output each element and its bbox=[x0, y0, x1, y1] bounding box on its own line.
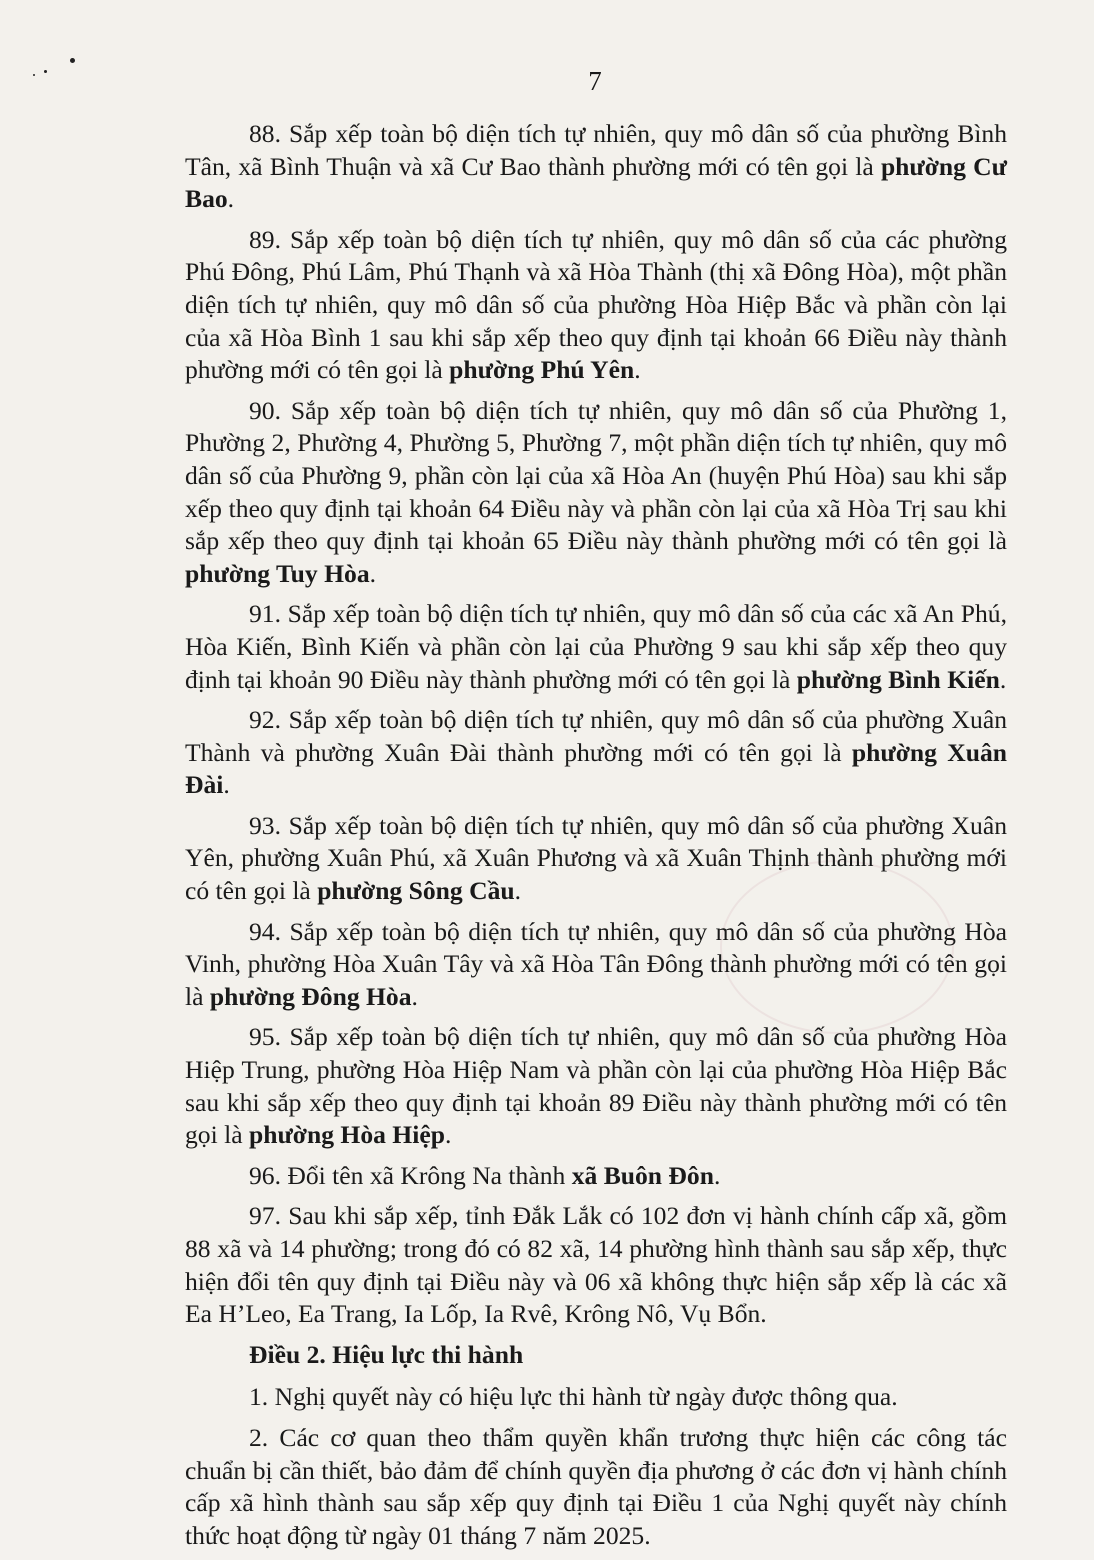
scan-speck bbox=[70, 58, 75, 63]
clause-89: 89. Sắp xếp toàn bộ diện tích tự nhiên, quy mô dân số của các phường Phú Đông, Phú Lâm, Phú Thạnh và xã Hòa Thành (thị xã Đông Hòa), một phần diện tích tự nhiên, quy mô dân số của phường Hòa Hiệp Bắc và phần còn lại của xã Hòa Bình 1 sau khi sắp xếp theo quy định tại khoản 66 Điều này thành phường mới có tên gọi là phường Phú Yên. bbox=[185, 224, 1007, 385]
clause-90: 90. Sắp xếp toàn bộ diện tích tự nhiên, quy mô dân số của Phường 1, Phường 2, Phường 4, Phường 5, Phường 7, một phần diện tích tự nhiên, quy mô dân số của Phường 9, phần còn lại của xã Hòa An (huyện Phú Hòa) sau khi sắp xếp theo quy định tại khoản 64 Điều này và phần còn lại của xã Hòa Trị sau khi sắp xếp theo quy định tại khoản 65 Điều này thành phường mới có tên gọi là phường Tuy Hòa. bbox=[185, 395, 1007, 588]
clause-91: 91. Sắp xếp toàn bộ diện tích tự nhiên, quy mô dân số của các xã An Phú, Hòa Kiến, Bình Kiến và phần còn lại của Phường 9 sau khi sắp xếp theo quy định tại khoản 90 Điều này thành phường mới có tên gọi là phường Bình Kiến. bbox=[185, 599, 1007, 694]
article-2-heading: Điều 2. Hiệu lực thi hành bbox=[249, 1339, 524, 1369]
clause-95: 95. Sắp xếp toàn bộ diện tích tự nhiên, quy mô dân số của phường Hòa Hiệp Trung, phường Hòa Hiệp Nam và phần còn lại của phường Hòa Hiệp Bắc sau khi sắp xếp theo quy định tại khoản 89 Điều này thành phường mới có tên gọi là phường Hòa Hiệp. bbox=[185, 1022, 1007, 1150]
clause-88: 88. Sắp xếp toàn bộ diện tích tự nhiên, quy mô dân số của phường Bình Tân, xã Bình Thuận và xã Cư Bao thành phường mới có tên gọi là phường Cư Bao. bbox=[185, 119, 1007, 214]
clause-92: 92. Sắp xếp toàn bộ diện tích tự nhiên, quy mô dân số của phường Xuân Thành và phường Xuân Đài thành phường mới có tên gọi là phường Xuân Đài. bbox=[185, 705, 1007, 800]
document-body bbox=[185, 118, 1007, 1560]
clause-93: 93. Sắp xếp toàn bộ diện tích tự nhiên, quy mô dân số của phường Xuân Yên, phường Xuân Phú, xã Xuân Phương và xã Xuân Thịnh thành phường mới có tên gọi là phường Sông Cầu. bbox=[185, 810, 1007, 906]
clause-94: 94. Sắp xếp toàn bộ diện tích tự nhiên, quy mô dân số của phường Hòa Vinh, phường Hòa Xuân Tây và xã Hòa Tân Đông thành phường mới có tên gọi là phường Đông Hòa. bbox=[185, 916, 1007, 1011]
clause-96: 96. Đổi tên xã Krông Na thành xã Buôn Đôn. bbox=[249, 1160, 721, 1190]
article-2-clause-2: 2. Các cơ quan theo thẩm quyền khẩn trương thực hiện các công tác chuẩn bị cần thiết, bảo đảm để chính quyền địa phương ở các đơn vị hành chính cấp xã hình thành sau sắp xếp quy định tại Điều 1 của Nghị quyết này chính thức hoạt động từ ngày 01 tháng 7 năm 2025. bbox=[185, 1422, 1007, 1550]
page-number: 7 bbox=[588, 66, 602, 96]
clause-97: 97. Sau khi sắp xếp, tỉnh Đắk Lắk có 102 đơn vị hành chính cấp xã, gồm 88 xã và 14 phường; trong đó có 82 xã, 14 phường hình thành sau sắp xếp, thực hiện đổi tên quy định tại Điều này và 06 xã không thực hiện sắp xếp là các xã Ea H’Leo, Ea Trang, Ia Lốp, Ia Rvê, Krông Nô, Vụ Bổn. bbox=[185, 1201, 1007, 1329]
article-2-clause-1: 1. Nghị quyết này có hiệu lực thi hành từ ngày được thông qua. bbox=[249, 1382, 898, 1412]
